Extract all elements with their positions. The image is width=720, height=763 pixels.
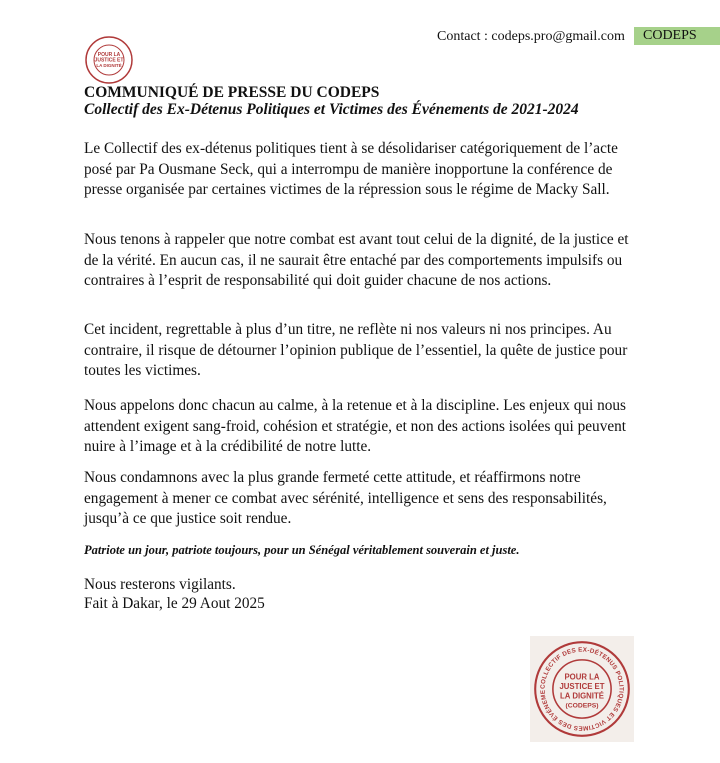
closing-line: Nous resterons vigilants. xyxy=(84,576,236,593)
document-title: COMMUNIQUÉ DE PRESSE DU CODEPS xyxy=(84,84,380,101)
stamp-line2: JUSTICE ET xyxy=(559,682,605,691)
stamp-small-line1: POUR LA xyxy=(97,52,121,58)
codeps-stamp-logo-small xyxy=(84,35,134,85)
contact-email: Contact : codeps.pro@gmail.com xyxy=(437,29,625,44)
paragraph-2: Nous tenons à rappeler que notre combat est avant tout celui de la dignité, de la justice et de la vérité. En aucun cas, il ne saurait être entaché par des comportements impulsifs ou contraires à l’esprit de responsabilité qui doit guider chacune de nos actions. xyxy=(84,231,629,289)
codeps-badge: CODEPS xyxy=(634,27,720,45)
codeps-stamp-logo-large xyxy=(530,636,634,742)
stamp-line4: (CODEPS) xyxy=(565,702,599,710)
paragraph-4: Nous appelons donc chacun au calme, à la retenue et à la discipline. Les enjeux qui nous attendent exigent sang-froid, cohésion et stratégie, et non des actions isolées qui peuvent nuire à l’image et à la crédibilité de notre lutte. xyxy=(84,397,627,455)
stamp-small-line3: LA DIGNITÉ xyxy=(96,63,122,68)
paragraph-3: Cet incident, regrettable à plus d’un titre, ne reflète ni nos valeurs ni nos principes. Au contraire, il risque de détourner l’opinion publique de l’essentiel, la quête de justice pour toutes les victimes. xyxy=(84,321,628,379)
stamp-seal xyxy=(530,636,634,742)
stamp-line1: POUR LA xyxy=(564,672,600,682)
paragraph-5: Nous condamnons avec la plus grande fermeté cette attitude, et réaffirmons notre engagement à mener ce combat avec sérénité, intelligence et sens des responsabilités, jusqu’à ce que justice soit rendue. xyxy=(84,469,607,527)
stamp-line3: LA DIGNITÉ xyxy=(560,691,604,701)
motto: Patriote un jour, patriote toujours, pour un Sénégal véritablement souverain et juste. xyxy=(84,543,520,557)
stamp-ring-text: COLLECTIF DES EX-DÉTENUS POLITIQUES ET VICTIMES DES ÉVÉNEME xyxy=(539,646,625,732)
signature-line: Fait à Dakar, le 29 Aout 2025 xyxy=(84,595,265,612)
document-subtitle: Collectif des Ex-Détenus Politiques et Victimes des Événements de 2021-2024 xyxy=(84,101,579,118)
stamp-small-line2: JUSTICE ET xyxy=(94,57,124,64)
paragraph-1: Le Collectif des ex-détenus politiques tient à se désolidariser catégoriquement de l’acte posé par Pa Ousmane Seck, qui a interrompu de manière inopportune la conférence de presse organisée par certaines victimes de la répression sous le régime de Macky Sall. xyxy=(84,140,618,198)
